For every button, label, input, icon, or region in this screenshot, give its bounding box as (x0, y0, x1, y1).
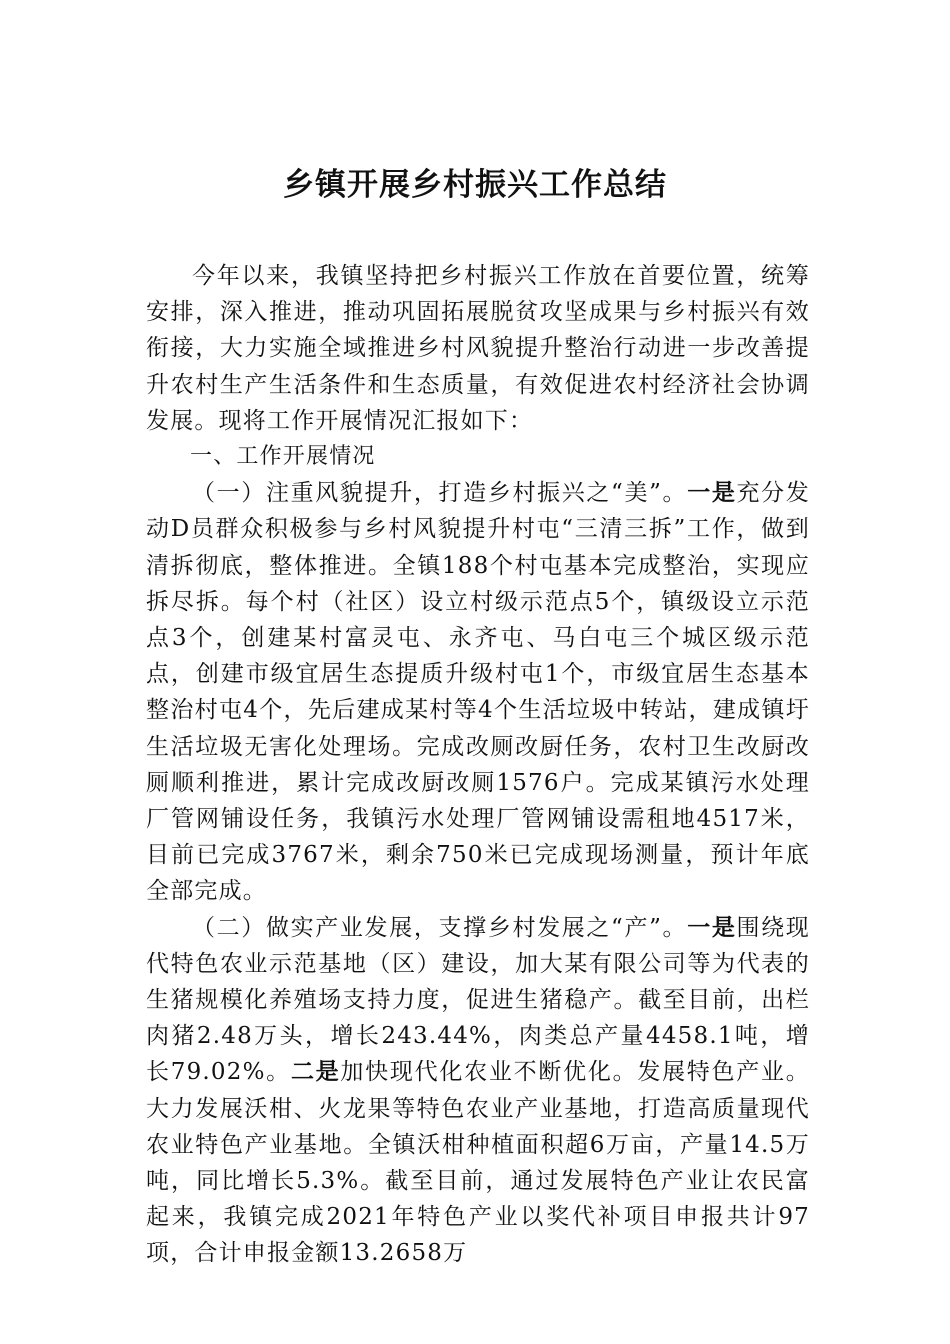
part-2-text-2: 加快现代化农业不断优化。发展特色产业。大力发展沃柑、火龙果等特色农业产业基地，打造高质量现代农业特色产业基地。全镇沃柑种植面积超6万亩，产量14.5万吨，同比增长5.3%。截至目前，通过发展特色产业让农民富起来，我镇完成2021年特色产业以奖代补项目申报共计97项，合计申报金额13.2658万 (146, 1059, 810, 1267)
part-2-lead: （二）做实产业发展，支撑乡村发展之“产”。 (192, 914, 688, 941)
section-heading: 一、工作开展情况 (190, 444, 376, 470)
part-1-marker-1: 一是 (687, 479, 737, 507)
part-1-lead: （一）注重风貌提升，打造乡村振兴之“美”。 (192, 480, 688, 507)
part-2-marker-2: 二是 (290, 1058, 341, 1086)
intro-paragraph: 今年以来，我镇坚持把乡村振兴工作放在首要位置，统筹安排，深入推进，推动巩固拓展脱贫攻坚成果与乡村振兴有效衔接，大力实施全域推进乡村风貌提升整治行动进一步改善提升农村生产生活条件和生态质量，有效促进农村经济社会协调发展。现将工作开展情况汇报如下： (146, 263, 810, 434)
part-2-marker-1: 一是 (687, 913, 737, 941)
part-1-text-1: 充分发动D员群众积极参与乡村风貌提升村屯“三清三拆”工作，做到清拆彻底，整体推进。全镇188个村屯基本完成整治，实现应拆尽拆。每个村（社区）设立村级示范点5个，镇级设立示范点3个，创建某村富灵屯、永齐屯、马白屯三个城区级示范点，创建市级宜居生态提质升级村屯1个，市级宜居生态基本整治村屯4个，先后建成某村等4个生活垃圾中转站，建成镇圩生活垃圾无害化处理场。完成改厕改厨任务，农村卫生改厨改厕顺利推进，累计完成改厨改厕1576户。完成某镇污水处理厂管网铺设任务，我镇污水处理厂管网铺设需租地4517米，目前已完成3767米，剩余750米已完成现场测量，预计年底全部完成。 (146, 480, 811, 905)
part-2-text-1: 围绕现代特色农业示范基地（区）建设，加大某有限公司等为代表的生猪规模化养殖场支持力度，促进生猪稳产。截至目前，出栏肉猪2.48万头，增长243.44%，肉类总产量4458.1吨，增长79.02%。 (146, 914, 811, 1086)
document-body (146, 258, 810, 1272)
paragraph-part-2 (146, 910, 810, 1272)
paragraph-part-1 (146, 475, 810, 909)
document-title: 乡镇开展乡村振兴工作总结 (283, 167, 667, 203)
